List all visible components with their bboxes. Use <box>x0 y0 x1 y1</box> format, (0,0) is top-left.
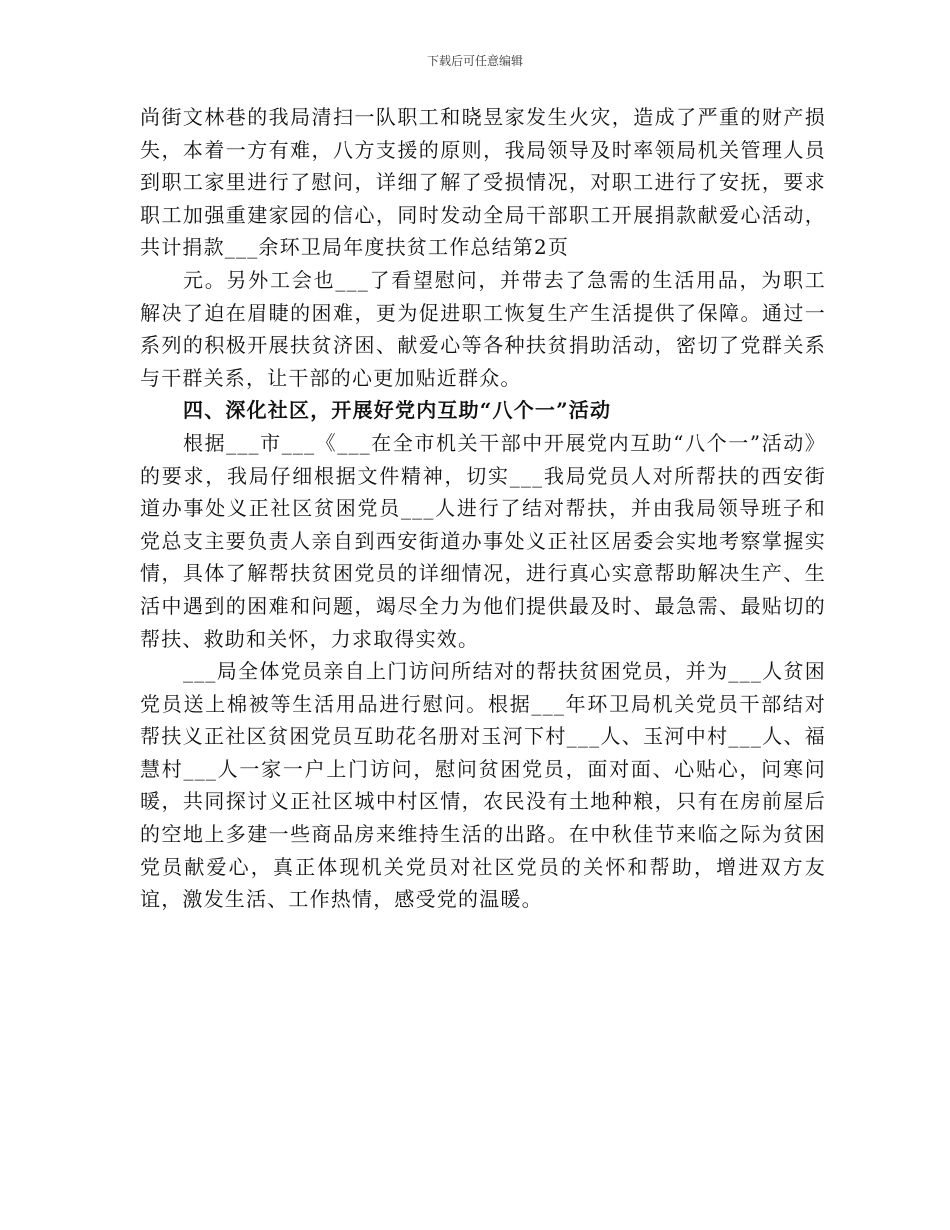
paragraph-home-visits: ___局全体党员亲自上门访问所结对的帮扶贫困党员，并为___人贫困党员送上棉被等生活用品进行慰问。根据___年环卫局机关党员干部结对帮扶义正社区贫困党员互助花名册对玉河下村___人、玉河中村___人、福慧村___人一家一户上门访问，慰问贫困党员，面对面、心贴心，问寒问暖，共同探讨义正社区城中村区情，农民没有土地种粮，只有在房前屋后的空地上多建一些商品房来维持生活的出路。在中秋佳节来临之际为贫困党员献爱心，真正体现机关党员对社区党员的关怀和帮助，增进双方友谊，激发生活、工作热情，感受党的温暖。 <box>140 659 826 912</box>
paragraph-eight-ones: 根据___市___《___在全市机关干部中开展党内互助“八个一”活动》的要求，我局仔细根据文件精神，切实___我局党员人对所帮扶的西安街道办事处义正社区贫困党员___人进行了结对帮扶，并由我局领导班子和党总支主要负责人亲自到西安街道办事处义正社区居委会实地考察掌握实情，具体了解帮扶贫困党员的详细情况，进行真心实意帮助解决生产、生活中遇到的困难和问题，竭尽全力为他们提供最及时、最急需、最贴切的帮扶、救助和关怀，力求取得实效。 <box>140 430 826 651</box>
section-heading: 四、深化社区，开展好党内互助“八个一”活动 <box>183 398 612 423</box>
paragraph-donation: 尚街文林巷的我局清扫一队职工和晓昱家发生火灾，造成了严重的财产损失，本着一方有难，八方支援的原则，我局领导及时率领局机关管理人员到职工家里进行了慰问，详细了解了受损情况，对职工进行了安抚，要求职工加强重建家园的信心，同时发动全局干部职工开展捐款献爱心活动，共计捐款___余环卫局年度扶贫工作总结第2页 <box>140 105 826 260</box>
page-header-note: 下载后可任意编辑 <box>426 54 523 68</box>
paragraph-union-visit: 元。另外工会也___了看望慰问，并带去了急需的生活用品，为职工解决了迫在眉睫的困难，更为促进职工恢复生产生活提供了保障。通过一系列的积极开展扶贫济困、献爱心等各种扶贫捐助活动，密切了党群关系与干群关系，让干部的心更加贴近群众。 <box>140 267 826 390</box>
document-body <box>140 101 826 916</box>
